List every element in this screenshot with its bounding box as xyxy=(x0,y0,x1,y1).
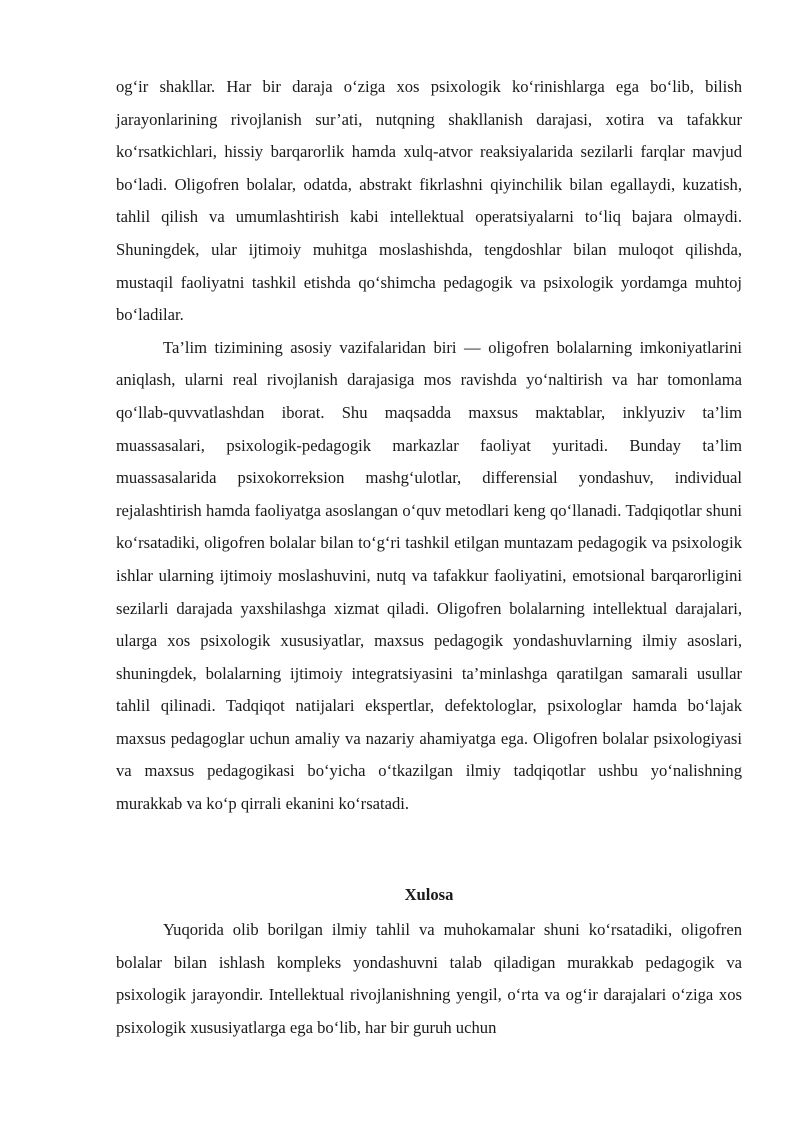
section-heading: Xulosa xyxy=(404,885,454,904)
body-text-top xyxy=(116,71,742,821)
paragraph-1: og‘ir shakllar. Har bir daraja o‘ziga xos psixologik ko‘rinishlarga ega bo‘lib, bilish jarayonlarining rivojlanish sur’ati, nutqning shakllanish darajasi, xotira va tafakkur ko‘rsatkichlari, hissiy barqarorlik hamda xulq-atvor reaksiyalarida sezilarli farqlar mavjud bo‘ladi. Oligofren bolalar, odatda, abstrakt fikrlashni qiyinchilik bilan egallaydi, kuzatish, tahlil qilish va umumlashtirish kabi intellektual operatsiyalarni to‘liq bajara olmaydi. Shuningdek, ular ijtimoiy muhitga moslashishda, tengdoshlar bilan muloqot qilishda, mustaqil faoliyatni tashkil etishda qo‘shimcha pedagogik va psixologik yordamga muhtoj bo‘ladilar. xyxy=(116,77,742,325)
paragraph-3: Yuqorida olib borilgan ilmiy tahlil va muhokamalar shuni ko‘rsatadiki, oligofren bolalar bilan ishlash kompleks yondashuvni talab qiladigan murakkab pedagogik va psixologik jarayondir. Intellektual rivojlanishning yengil, o‘rta va og‘ir darajalari o‘ziga xos psixologik xususiyatlarga ega bo‘lib, har bir guruh uchun xyxy=(116,920,742,1037)
body-text-bottom xyxy=(116,914,742,1044)
paragraph-2: Ta’lim tizimining asosiy vazifalaridan biri — oligofren bolalarning imkoniyatlarini aniqlash, ularni real rivojlanish darajasiga mos ravishda yo‘naltirish va har tomonlama qo‘llab-quvvatlashdan iborat. Shu maqsadda maxsus maktablar, inklyuziv ta’lim muassasalari, psixologik-pedagogik markazlar faoliyat yuritadi. Bunday ta’lim muassasalarida psixokorreksion mashg‘ulotlar, differensial yondashuv, individual rejalashtirish hamda faoliyatga asoslangan o‘quv metodlari keng qo‘llanadi. Tadqiqotlar shuni ko‘rsatadiki, oligofren bolalar bilan to‘g‘ri tashkil etilgan muntazam pedagogik va psixologik ishlar ularning ijtimoiy moslashuvini, nutq va tafakkur faoliyatini, emotsional barqarorligini sezilarli darajada yaxshilashga xizmat qiladi. Oligofren bolalarning intellektual darajalari, ularga xos psixologik xususiyatlar, maxsus pedagogik yondashuvlarning ilmiy asoslari, shuningdek, bolalarning ijtimoiy integratsiyasini ta’minlashga qaratilgan samarali usullar tahlil qilinadi. Tadqiqot natijalari ekspertlar, defektologlar, psixologlar hamda bo‘lajak maxsus pedagoglar uchun amaliy va nazariy ahamiyatga ega. Oligofren bolalar psixologiyasi va maxsus pedagogikasi bo‘yicha o‘tkazilgan ilmiy tadqiqotlar ushbu yo‘nalishning murakkab va ko‘p qirrali ekanini ko‘rsatadi. xyxy=(116,337,742,814)
